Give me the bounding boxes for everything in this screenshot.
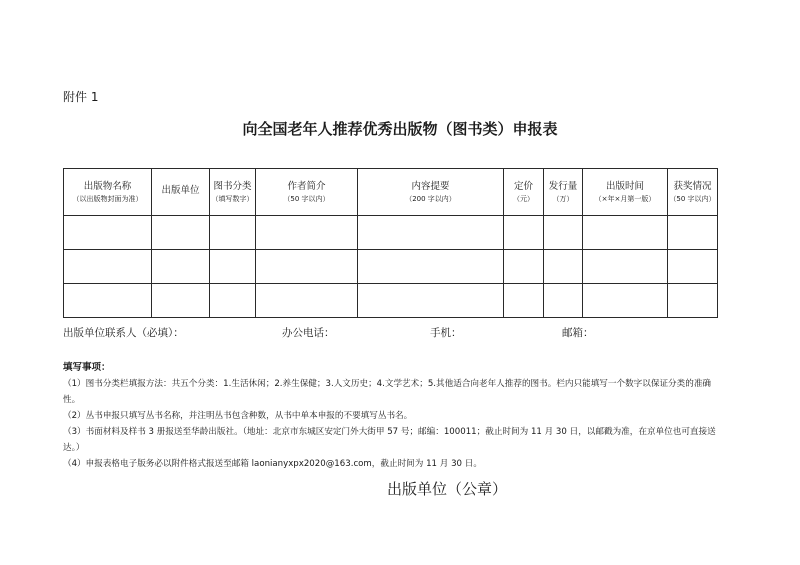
col-header-circulation: 发行量 （万） xyxy=(544,169,583,216)
table-cell[interactable] xyxy=(358,216,504,250)
table-cell[interactable] xyxy=(64,250,152,284)
col-header-category: 图书分类 （填写数字） xyxy=(210,169,256,216)
table-cell[interactable] xyxy=(256,216,358,250)
form-title: 向全国老年人推荐优秀出版物（图书类）申报表 xyxy=(242,120,558,138)
table-cell[interactable] xyxy=(152,250,210,284)
table-cell[interactable] xyxy=(152,216,210,250)
email-label: 邮箱： xyxy=(562,327,594,339)
table-row xyxy=(64,216,718,250)
table-row xyxy=(64,284,718,318)
instruction-item: （3）书面材料及样书 3 册报送至华龄出版社。（地址：北京市东城区安定门外大街甲 57 号；邮编：100011；截止时间为 11 月 30 日，以邮戳为准，在京单位也可直接送达。） xyxy=(63,427,716,453)
table-cell[interactable] xyxy=(583,250,668,284)
table-cell[interactable] xyxy=(358,250,504,284)
table-cell[interactable] xyxy=(668,216,718,250)
table-cell[interactable] xyxy=(256,284,358,318)
col-header-pub-date: 出版时间 （×年×月第一版） xyxy=(583,169,668,216)
table-cell[interactable] xyxy=(583,216,668,250)
instructions-section xyxy=(63,360,723,472)
instruction-item: （4）申报表格电子版务必以附件格式报送至邮箱 laonianyxpx2020@163.com，截止时间为 11 月 30 日。 xyxy=(63,459,482,469)
table-cell[interactable] xyxy=(544,216,583,250)
col-header-summary: 内容提要 （200 字以内） xyxy=(358,169,504,216)
instructions-title: 填写事项： xyxy=(63,362,111,373)
table-cell[interactable] xyxy=(544,284,583,318)
contact-person-label: 出版单位联系人（必填）： xyxy=(63,327,184,339)
table-header-row xyxy=(64,169,718,216)
mobile-label: 手机： xyxy=(430,327,462,339)
contact-info-row xyxy=(0,325,800,339)
publisher-seal-label: 出版单位（公章） xyxy=(387,480,508,498)
table-cell[interactable] xyxy=(544,250,583,284)
table-cell[interactable] xyxy=(64,216,152,250)
col-header-publisher: 出版单位 xyxy=(152,169,210,216)
table-cell[interactable] xyxy=(668,250,718,284)
table-cell[interactable] xyxy=(64,284,152,318)
table-cell[interactable] xyxy=(210,284,256,318)
table-cell[interactable] xyxy=(210,250,256,284)
table-cell[interactable] xyxy=(152,284,210,318)
col-header-author-bio: 作者简介 （50 字以内） xyxy=(256,169,358,216)
col-header-price: 定价 （元） xyxy=(504,169,544,216)
table-row xyxy=(64,250,718,284)
table-cell[interactable] xyxy=(256,250,358,284)
col-header-awards: 获奖情况 （50 字以内） xyxy=(668,169,718,216)
table-cell[interactable] xyxy=(210,216,256,250)
col-header-title: 出版物名称 （以出版物封面为准） xyxy=(64,169,152,216)
table-cell[interactable] xyxy=(504,284,544,318)
application-table xyxy=(63,168,718,318)
table-cell[interactable] xyxy=(668,284,718,318)
office-phone-label: 办公电话： xyxy=(282,327,335,339)
attachment-label: 附件 1 xyxy=(63,90,99,104)
instruction-item: （1）图书分类栏填报方法：共五个分类：1.生活休闲；2.养生保健；3.人文历史；4.文学艺术；5.其他适合向老年人推荐的图书。栏内只能填写一个数字以保证分类的准确性。 xyxy=(63,379,712,405)
table-cell[interactable] xyxy=(504,216,544,250)
table-cell[interactable] xyxy=(583,284,668,318)
instruction-item: （2）丛书申报只填写丛书名称，并注明丛书包含种数，从书中单本申报的不要填写丛书名。 xyxy=(63,411,413,421)
table-cell[interactable] xyxy=(358,284,504,318)
table-cell[interactable] xyxy=(504,250,544,284)
